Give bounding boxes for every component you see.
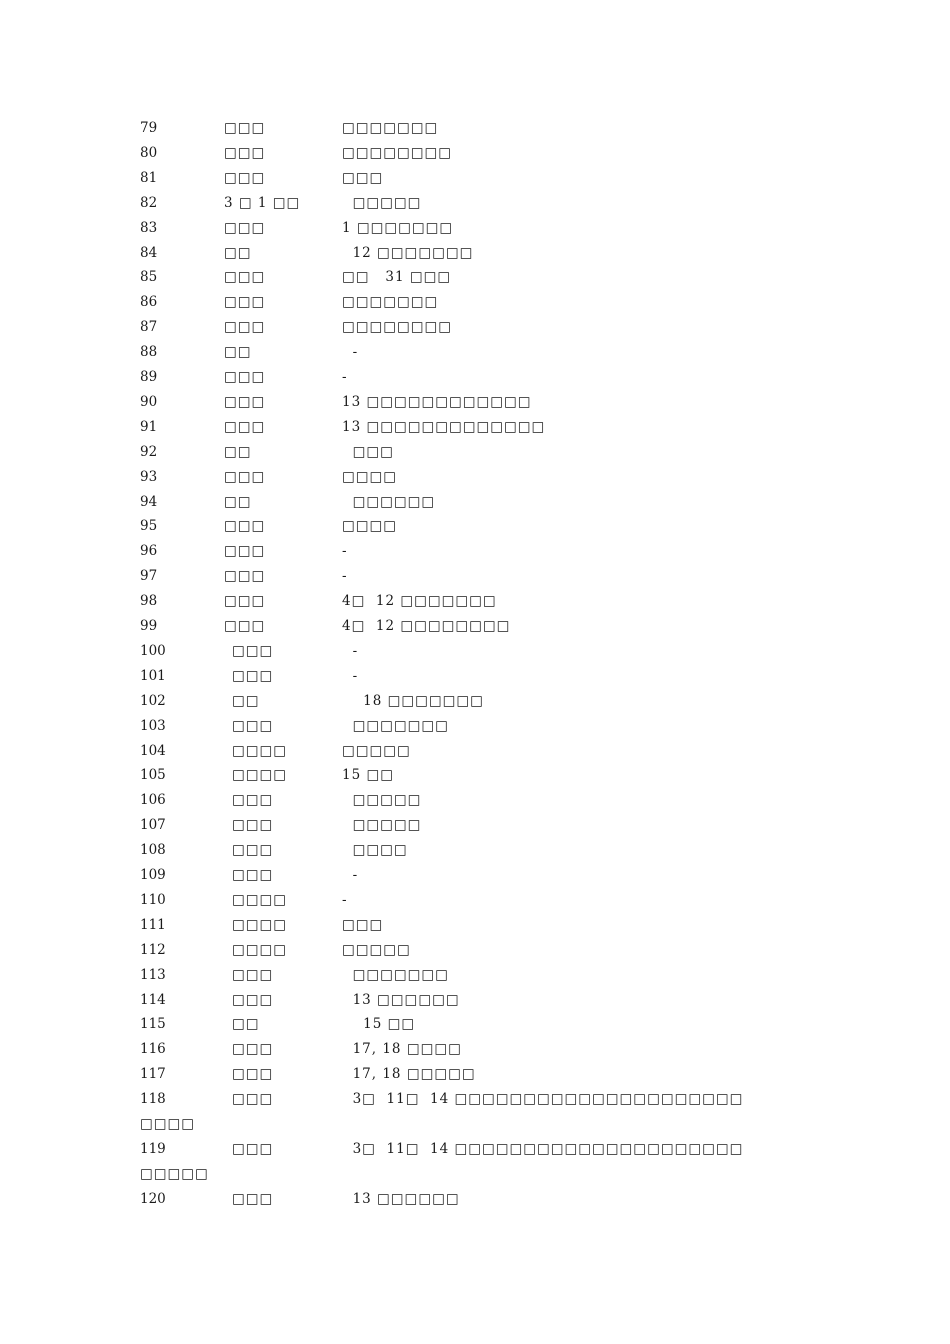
row-description: □□□□□□□□: [342, 319, 453, 336]
row-description: 13 □□□□□□: [342, 1190, 460, 1207]
row-description: □□□: [342, 916, 384, 933]
row-category: □□□: [224, 169, 266, 186]
row-number: 87: [140, 319, 158, 336]
row-number: 104: [140, 742, 166, 759]
list-row: [140, 216, 840, 240]
row-category: □□: [224, 244, 252, 261]
list-row: [140, 415, 840, 439]
list-row: [140, 315, 840, 339]
row-number: 91: [140, 418, 158, 435]
row-description: -: [342, 642, 359, 659]
row-category: □□□: [232, 867, 274, 883]
row-description: 13 □□□□□□□□□□□□□: [342, 418, 546, 435]
list-row: [140, 788, 840, 812]
row-number: 103: [140, 717, 166, 734]
row-category: □□□: [224, 144, 266, 161]
row-category: □□□: [232, 817, 274, 834]
list-row: [140, 116, 840, 140]
row-description: -: [342, 369, 348, 385]
list-row: [140, 763, 840, 787]
list-row: [140, 465, 840, 489]
list-row: [140, 813, 840, 837]
list-row: [140, 514, 840, 538]
row-category: □□: [232, 692, 260, 709]
row-description: □□□□□□□: [342, 717, 449, 734]
row-number: 101: [140, 667, 166, 684]
list-row: [140, 539, 840, 563]
row-category: □□□: [232, 792, 274, 809]
row-category: 3 □ 1 □□: [224, 194, 301, 211]
row-description: -: [342, 568, 348, 585]
row-number: 92: [140, 443, 158, 460]
row-number: 105: [140, 767, 166, 784]
row-category: □□□□: [232, 767, 288, 784]
row-description: □□□□□: [342, 792, 422, 809]
list-row: [140, 639, 840, 663]
list-row: [140, 589, 840, 613]
row-description: □□□: [342, 443, 394, 460]
list-row: [140, 241, 840, 265]
row-description: 4□ 12 □□□□□□□: [342, 593, 497, 610]
row-category: □□□: [232, 1190, 274, 1207]
row-category: □□: [232, 1016, 260, 1033]
row-number: 81: [140, 169, 158, 186]
list-row: [140, 440, 840, 464]
row-category: □□□: [224, 543, 266, 560]
row-description: 12 □□□□□□□: [342, 244, 474, 261]
row-description: 13 □□□□□□□□□□□□: [342, 393, 532, 410]
list-row: [140, 191, 840, 215]
row-category: □□□: [232, 667, 274, 684]
list-row: [140, 913, 840, 937]
row-number: 83: [140, 219, 158, 236]
row-number: 111: [140, 916, 166, 933]
list-row: [140, 988, 840, 1012]
row-description: □□□□□□□□: [342, 144, 453, 161]
row-description: □□□□: [342, 468, 398, 485]
row-description-continuation: □□□□□: [140, 1165, 209, 1182]
row-category: □□□□: [232, 891, 288, 908]
row-category: □□: [224, 443, 252, 460]
row-number: 97: [140, 568, 158, 585]
list-row: [140, 1012, 840, 1036]
row-category: □□□: [232, 991, 274, 1008]
list-row: [140, 1062, 840, 1086]
row-number: 106: [140, 792, 166, 809]
row-category: □□□: [232, 1041, 274, 1058]
row-description: □□□□□: [342, 941, 411, 958]
row-number: 79: [140, 120, 158, 136]
row-number: 110: [140, 891, 166, 908]
list-row: [140, 739, 840, 763]
row-number: 119: [140, 1140, 166, 1157]
row-category: □□□: [224, 319, 266, 336]
row-description: □□□□□: [342, 194, 422, 211]
list-row: [140, 1037, 840, 1061]
row-number: 98: [140, 593, 158, 610]
row-description: -: [342, 543, 348, 560]
list-row: [140, 490, 840, 514]
row-category: □□□: [224, 219, 266, 236]
row-category: □□□: [232, 842, 274, 859]
row-description: □□□□□□□: [342, 120, 439, 136]
row-description: 3□ 11□ 14 □□□□□□□□□□□□□□□□□□□□□: [342, 1140, 744, 1157]
row-description: -: [342, 344, 359, 361]
row-number: 88: [140, 344, 158, 361]
list-row: [140, 265, 840, 289]
row-number: 90: [140, 393, 158, 410]
row-category: □□□: [224, 568, 266, 585]
row-number: 108: [140, 842, 166, 859]
row-number: 116: [140, 1041, 166, 1058]
row-number: 82: [140, 194, 158, 211]
row-description: 15 □□: [342, 1016, 416, 1033]
row-number: 86: [140, 294, 158, 311]
list-row: [140, 888, 840, 912]
row-description: □□□□□□□: [342, 966, 449, 983]
list-row: [140, 365, 840, 389]
row-category: □□□: [224, 294, 266, 311]
row-description: □□□: [342, 169, 384, 186]
row-category: □□□□: [232, 941, 288, 958]
row-number: 115: [140, 1016, 166, 1033]
row-description-continuation: □□□□: [140, 1116, 196, 1132]
row-number: 113: [140, 966, 166, 983]
row-number: 120: [140, 1190, 166, 1207]
row-category: □□□: [224, 468, 266, 485]
row-description: -: [342, 667, 359, 684]
row-number: 109: [140, 867, 166, 883]
list-row: [140, 664, 840, 688]
row-number: 112: [140, 941, 166, 958]
list-row: [140, 166, 840, 190]
row-category: □□□: [232, 1091, 274, 1108]
list-row: [140, 1137, 840, 1161]
row-description: 15 □□: [342, 767, 394, 784]
row-number: 84: [140, 244, 158, 261]
row-number: 93: [140, 468, 158, 485]
list-row: [140, 1187, 840, 1211]
list-row: [140, 564, 840, 588]
row-number: 85: [140, 269, 158, 286]
list-row: [140, 863, 840, 887]
list-row: [140, 614, 840, 638]
row-category: □□□: [224, 518, 266, 535]
row-description: 18 □□□□□□□: [342, 692, 484, 709]
row-category: □□□□: [232, 916, 288, 933]
row-category: □□□: [232, 1140, 274, 1157]
list-row: [140, 390, 840, 414]
row-description: 17, 18 □□□□: [342, 1041, 462, 1058]
row-category: □□□: [232, 1066, 274, 1083]
row-description: □□ 31 □□□: [342, 269, 452, 286]
row-description: □□□□□: [342, 817, 422, 834]
row-category: □□: [224, 493, 252, 510]
row-number: 114: [140, 991, 166, 1008]
row-category: □□□□: [232, 742, 288, 759]
list-row: [140, 1087, 840, 1111]
row-category: □□□: [224, 618, 266, 634]
list-row: [140, 290, 840, 314]
row-category: □□□: [232, 966, 274, 983]
row-description: □□□□□: [342, 742, 411, 759]
row-number: 117: [140, 1066, 166, 1083]
list-row: [140, 963, 840, 987]
row-description: □□□□: [342, 842, 408, 859]
row-category: □□□: [232, 642, 274, 659]
row-number: 107: [140, 817, 166, 834]
row-description: -: [342, 891, 348, 908]
row-number: 118: [140, 1091, 166, 1108]
row-description: 4□ 12 □□□□□□□□: [342, 618, 511, 634]
row-description: □□□□□□: [342, 493, 436, 510]
row-number: 94: [140, 493, 158, 510]
row-number: 100: [140, 642, 166, 659]
row-category: □□□: [232, 717, 274, 734]
row-number: 89: [140, 369, 158, 385]
row-number: 102: [140, 692, 166, 709]
row-description: 3□ 11□ 14 □□□□□□□□□□□□□□□□□□□□□: [342, 1091, 744, 1108]
row-number: 96: [140, 543, 158, 560]
list-row: [140, 141, 840, 165]
list-row: [140, 689, 840, 713]
list-row: [140, 838, 840, 862]
list-row: [140, 340, 840, 364]
row-number: 99: [140, 618, 158, 634]
row-category: □□□: [224, 369, 266, 385]
row-description: □□□□□□□: [342, 294, 439, 311]
row-description: 1 □□□□□□□: [342, 219, 454, 236]
row-description: -: [342, 867, 359, 883]
row-category: □□□: [224, 120, 266, 136]
row-description: 17, 18 □□□□□: [342, 1066, 476, 1083]
list-row: [140, 938, 840, 962]
row-description: 13 □□□□□□: [342, 991, 460, 1008]
row-number: 95: [140, 518, 158, 535]
list-row: [140, 714, 840, 738]
row-category: □□□: [224, 593, 266, 610]
row-category: □□□: [224, 269, 266, 286]
row-category: □□: [224, 344, 252, 361]
row-description: □□□□: [342, 518, 398, 535]
row-category: □□□: [224, 393, 266, 410]
row-category: □□□: [224, 418, 266, 435]
row-number: 80: [140, 144, 158, 161]
